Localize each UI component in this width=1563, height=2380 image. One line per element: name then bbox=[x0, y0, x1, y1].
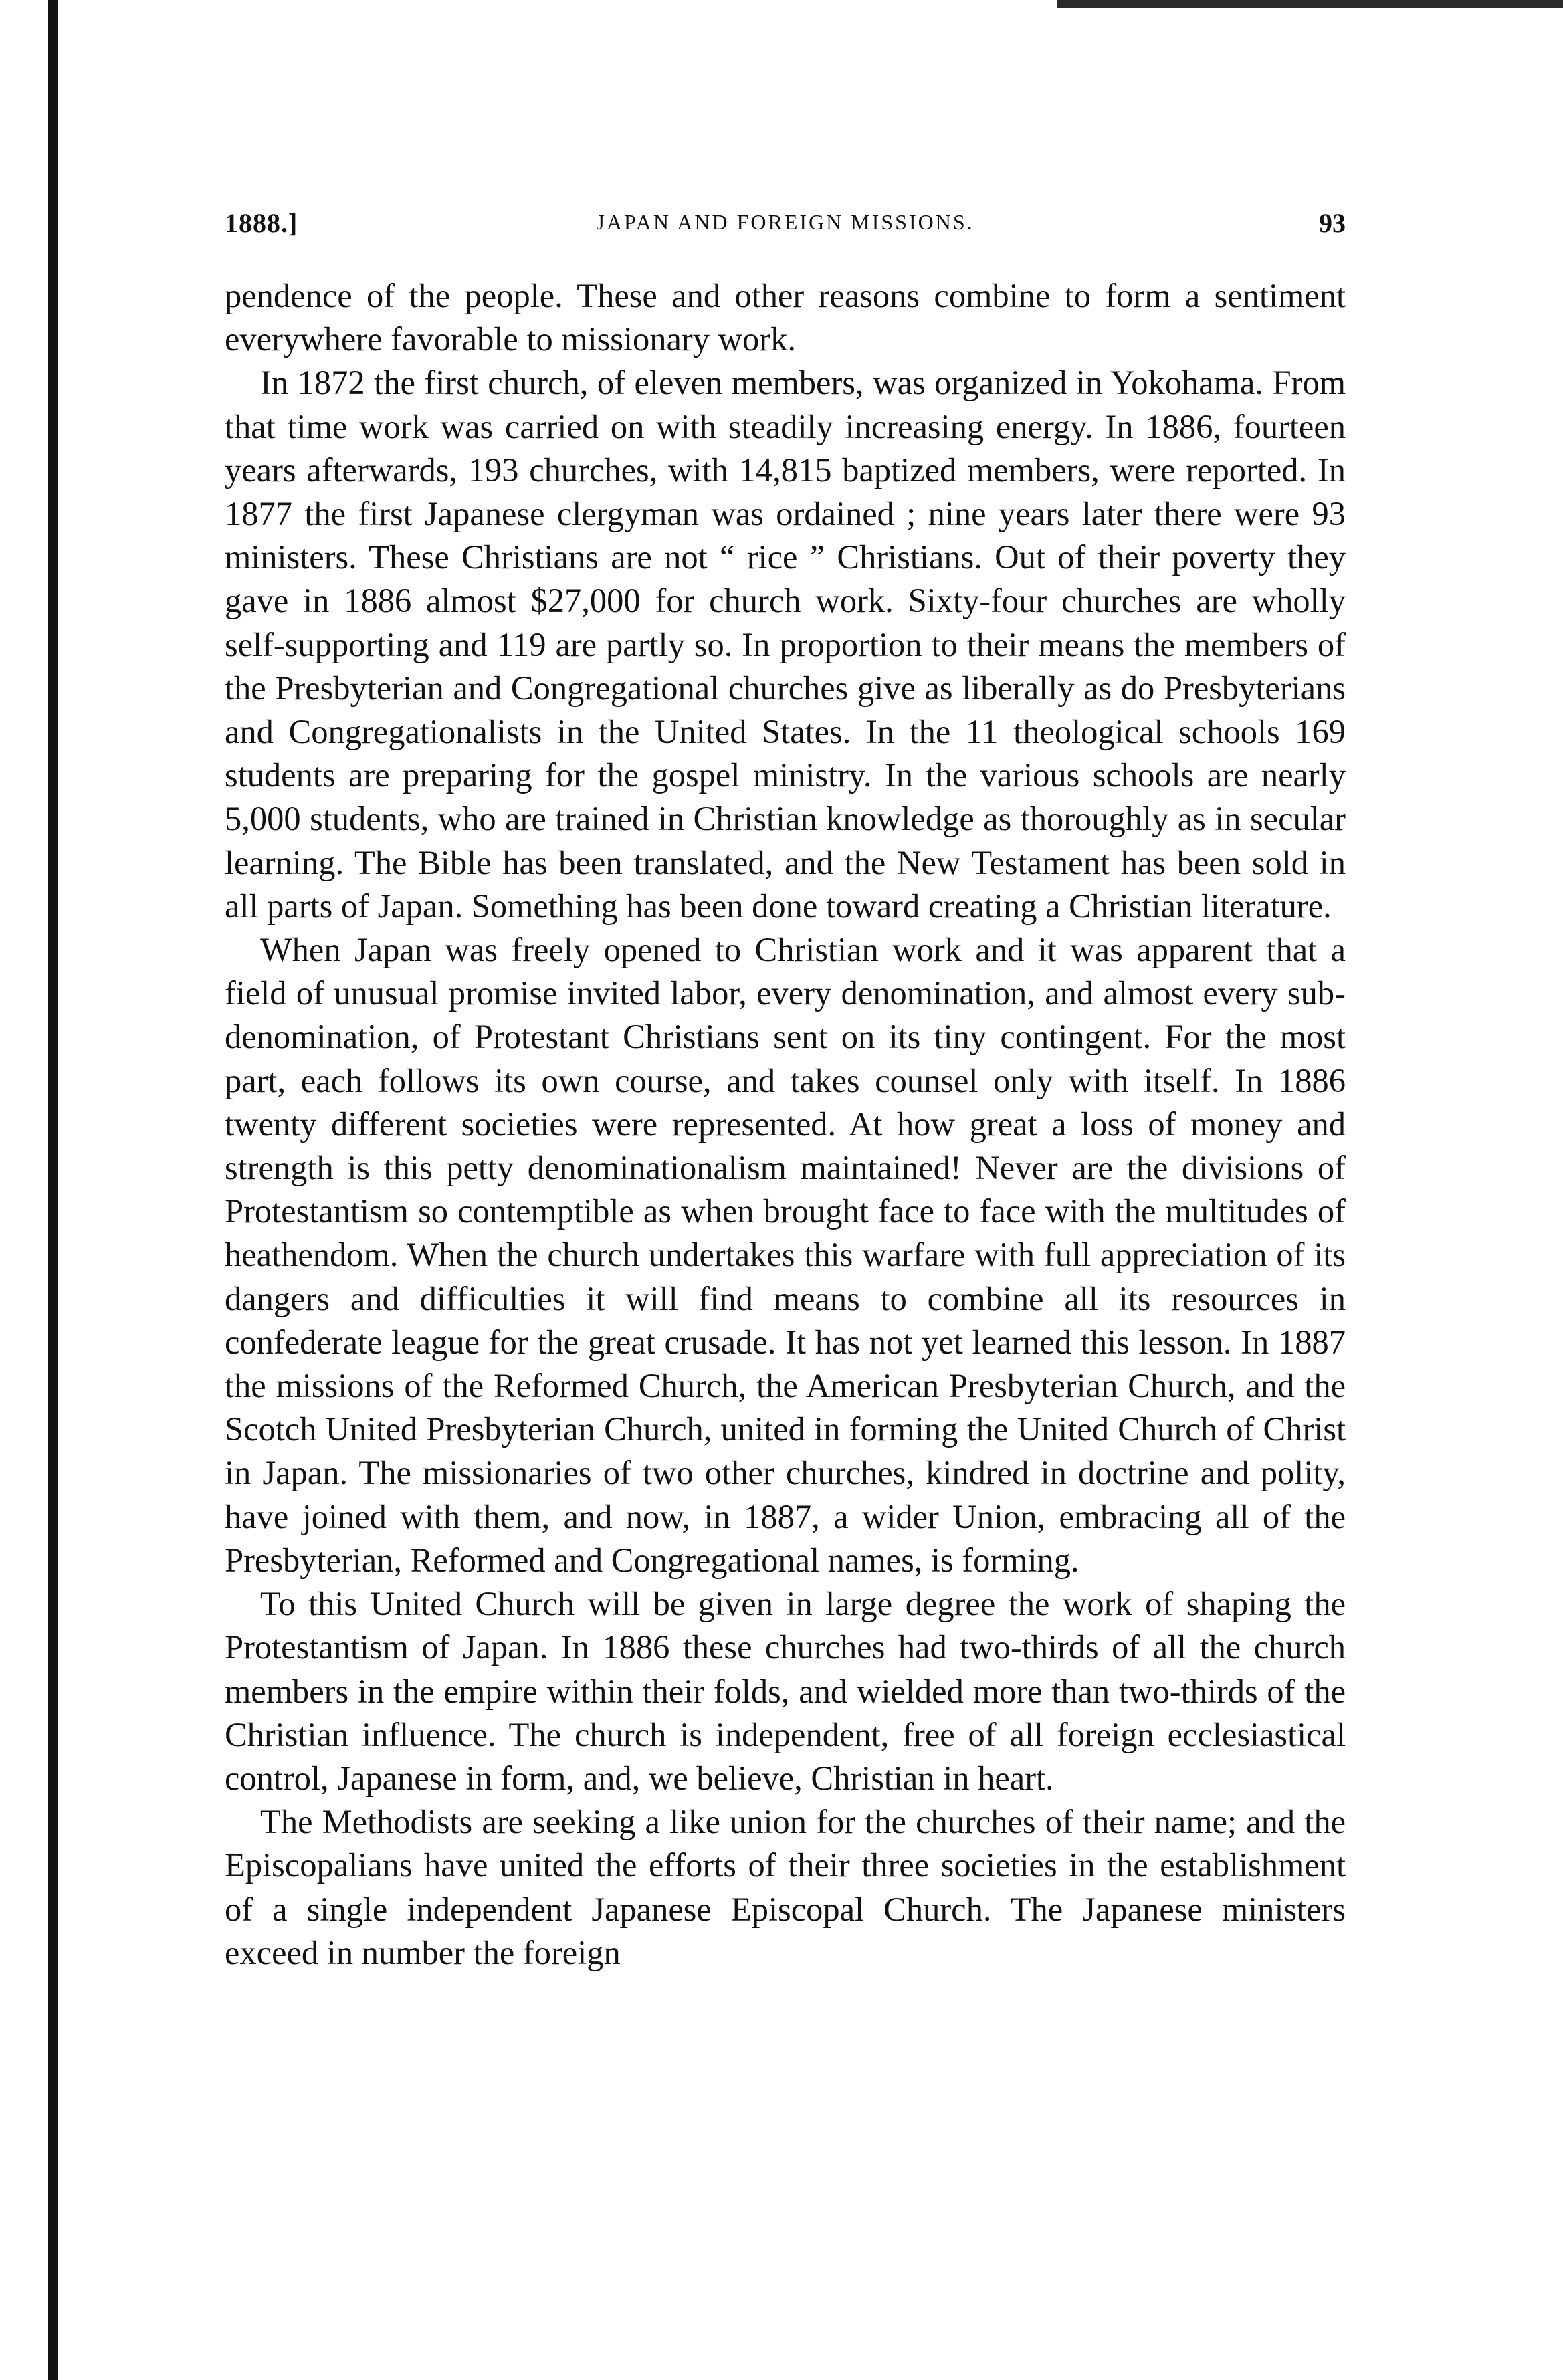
paragraph-methodists: The Methodists are seeking a like union for the churches of their name; and the Episcopalians have united the efforts of their three societies in the establishment of a single independent Japanese Episcopal Church. The Japanese ministers exceed in number the foreign bbox=[225, 1803, 1346, 1971]
paragraph-denominations: When Japan was freely opened to Christian work and it was apparent that a field of unusual promise invited labor, every denomination, and almost every sub-denomination, of Protestant Christians sent on its tiny contingent. For the most part, each follows its own course, and takes counsel only with itself. In 1886 twenty different societies were represented. At how great a loss of money and strength is this petty denominationalism maintained! Never are the divisions of Protestantism so contemptible as when brought face to face with the multitudes of heathendom. When the church undertakes this warfare with full appreciation of its dangers and difficulties it will find means to combine all its resources in confederate league for the great crusade. It has not yet learned this lesson. In 1887 the missions of the Reformed Church, the American Presbyterian Church, and the Scotch United Presbyterian Church, united in forming the United Church of Christ in Japan. The missionaries of two other churches, kindred in doctrine and polity, have joined with them, and now, in 1887, a wider Union, embracing all of the Presbyterian, Reformed and Congregational names, is forming. bbox=[225, 931, 1346, 1579]
page-number: 93 bbox=[1319, 208, 1346, 238]
scan-binding-edge bbox=[48, 0, 58, 2380]
paragraph-united-church: To this United Church will be given in large degree the work of shaping the Protestantism of Japan. In 1886 these churches had two-thirds of all the church members in the empire within their folds, and wielded more than two-thirds of the Christian influence. The church is independent, free of all foreign ecclesiastical control, Japanese in form, and, we believe, Christian in heart. bbox=[225, 1585, 1346, 1797]
running-head-title: JAPAN AND FOREIGN MISSIONS. bbox=[596, 210, 974, 234]
running-head-year: 1888.] bbox=[225, 208, 298, 238]
paragraph-first-church: In 1872 the first church, of eleven members, was organized in Yokohama. From that time work was carried on with steadily increasing energy. In 1886, fourteen years afterwards, 193 churches, with 14,815 baptized members, were reported. In 1877 the first Japanese clergyman was ordained ; nine years later there were 93 ministers. These Christians are not “ rice ” Christians. Out of their poverty they gave in 1886 almost $27,000 for church work. Sixty-four churches are wholly self-supporting and 119 are partly so. In proportion to their means the members of the Presbyterian and Congregational churches give as liberally as do Presbyterians and Congregationalists in the United States. In the 11 theological schools 169 students are preparing for the gospel ministry. In the various schools are nearly 5,000 students, who are trained in Christian knowledge as thoroughly as in secular learning. The Bible has been translated, and the New Testament has been sold in all parts of Japan. Something has been done toward creating a Christian literature. bbox=[225, 364, 1346, 925]
body-text bbox=[225, 274, 1346, 1975]
running-head bbox=[225, 201, 1346, 247]
scan-margin bbox=[0, 0, 48, 2380]
scan-top-rule bbox=[1057, 0, 1563, 8]
book-page bbox=[225, 201, 1346, 1975]
paragraph-continuation: pendence of the people. These and other reasons combine to form a sentiment everywhere favorable to missionary work. bbox=[225, 277, 1346, 358]
